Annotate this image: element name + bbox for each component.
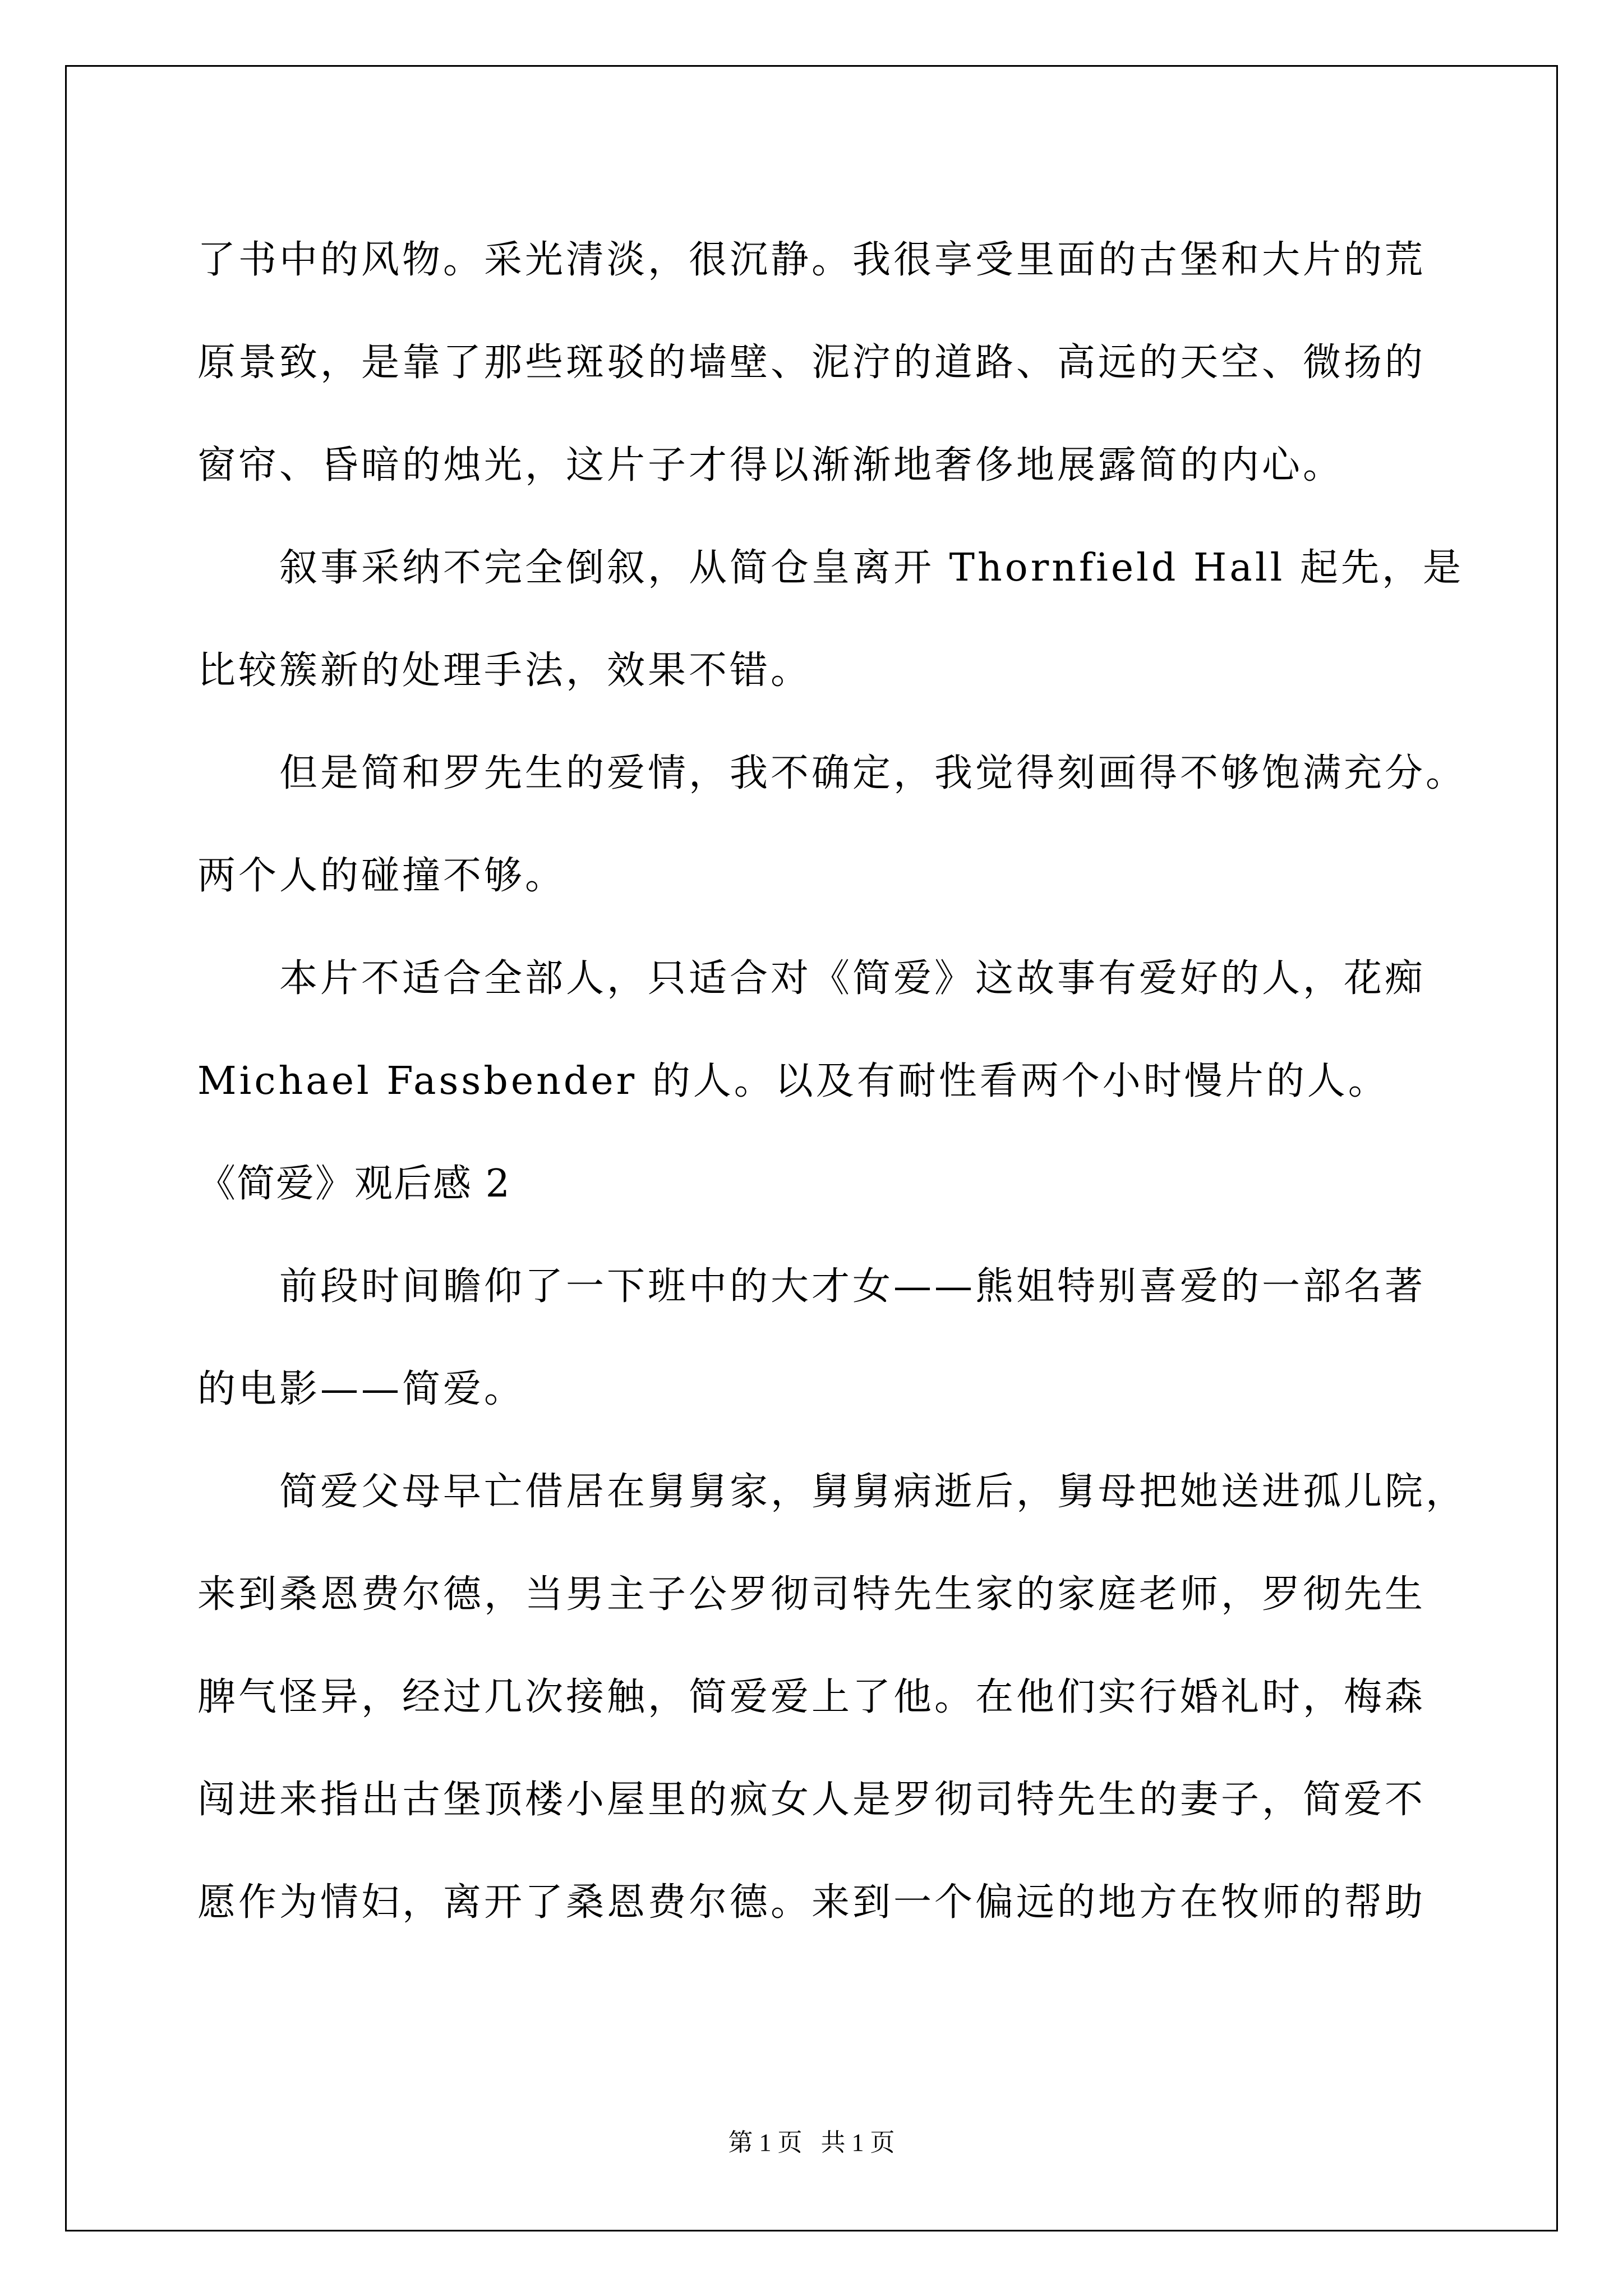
text-line: 的电影——简爱。	[197, 1367, 525, 1411]
paragraph-start-line: 叙事采纳不完全倒叙，从简仓皇离开 Thornfield Hall 起先，是	[279, 546, 1464, 590]
text-line: 比较簇新的处理手法，效果不错。	[197, 648, 812, 693]
text-line: 两个人的碰撞不够。	[197, 854, 566, 898]
section-heading: 《简爱》观后感 2	[197, 1162, 511, 1206]
text-line: Michael Fassbender 的人。以及有耐性看两个小时慢片的人。	[197, 1059, 1389, 1103]
text-line: 闯进来指出古堡顶楼小屋里的疯女人是罗彻司特先生的妻子，简爱不	[197, 1778, 1426, 1822]
page-footer: 第 1 页 共 1 页	[728, 2129, 895, 2156]
paragraph-start-line: 本片不适合全部人，只适合对《简爱》这故事有爱好的人，花痴	[279, 956, 1426, 1001]
text-line: 来到桑恩费尔德，当男主子公罗彻司特先生家的家庭老师，罗彻先生	[197, 1572, 1426, 1617]
text-line: 了书中的风物。采光清淡，很沉静。我很享受里面的古堡和大片的荒	[197, 238, 1426, 282]
paragraph-start-line: 但是简和罗先生的爱情，我不确定，我觉得刻画得不够饱满充分。	[279, 751, 1467, 795]
text-line: 窗帘、昏暗的烛光，这片子才得以渐渐地奢侈地展露简的内心。	[197, 443, 1344, 487]
paragraph-start-line: 简爱父母早亡借居在舅舅家，舅舅病逝后，舅母把她送进孤儿院，	[279, 1470, 1467, 1514]
document-body	[197, 209, 1467, 1954]
text-line: 愿作为情妇，离开了桑恩费尔德。来到一个偏远的地方在牧师的帮助	[197, 1880, 1426, 1925]
text-line: 脾气怪异，经过几次接触，简爱爱上了他。在他们实行婚礼时，梅森	[197, 1675, 1426, 1719]
paragraph-start-line: 前段时间瞻仰了一下班中的大才女——熊姐特别喜爱的一部名著	[279, 1264, 1426, 1309]
text-line: 原景致，是靠了那些斑驳的墙壁、泥泞的道路、高远的天空、微扬的	[197, 341, 1426, 385]
